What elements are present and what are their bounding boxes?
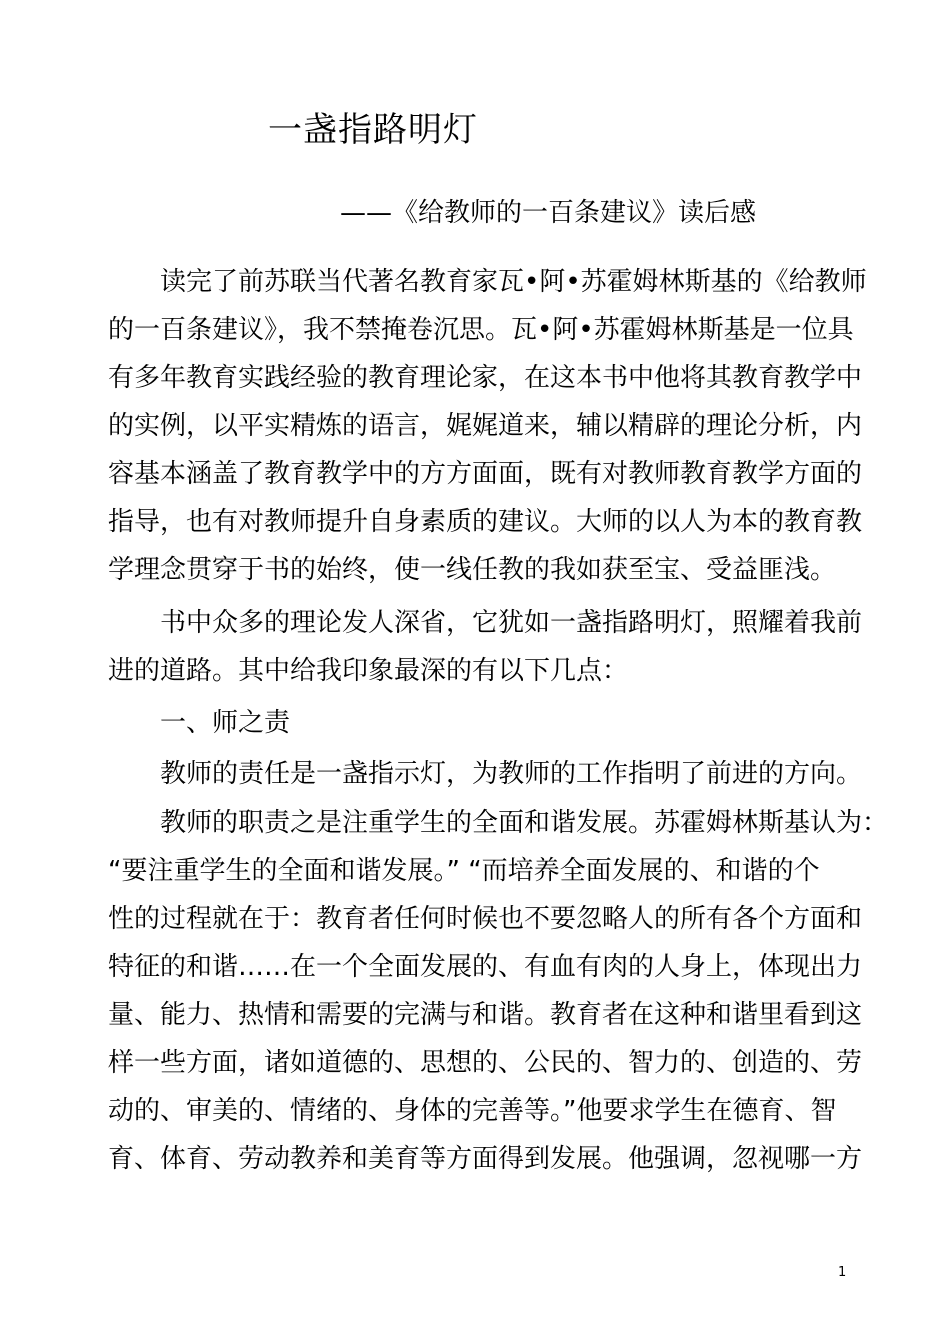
body-line: 容基本涵盖了教育教学中的方方面面，既有对教师教育教学方面的 <box>108 459 863 489</box>
body-line: 特征的和谐……在一个全面发展的、有血有肉的人身上，体现出力 <box>108 952 863 982</box>
body-line: 样一些方面，诸如道德的、思想的、公民的、智力的、创造的、劳 <box>108 1048 863 1078</box>
section-heading: 一、师之责 <box>108 708 291 738</box>
body-line: 性的过程就在于：教育者任何时候也不要忽略人的所有各个方面和 <box>108 904 863 934</box>
body-line: 教师的责任是一盏指示灯，为教师的工作指明了前进的方向。 <box>108 759 863 789</box>
body-line: 有多年教育实践经验的教育理论家，在这本书中他将其教育教学中 <box>108 363 863 393</box>
body-line: 进的道路。其中给我印象最深的有以下几点： <box>108 656 629 686</box>
document-title: 一盏指路明灯 <box>268 110 478 150</box>
body-line: 指导，也有对教师提升自身素质的建议。大师的以人为本的教育教 <box>108 507 863 537</box>
body-line: 的一百条建议》，我不禁掩卷沉思。瓦•阿•苏霍姆林斯基是一位具 <box>108 315 854 345</box>
body-line: 的实例，以平实精炼的语言，娓娓道来，辅以精辟的理论分析，内 <box>108 411 863 441</box>
page-number: 1 <box>838 1265 847 1280</box>
body-line: 动的、审美的、情绪的、身体的完善等。”他要求学生在德育、智 <box>108 1096 837 1126</box>
body-line: 书中众多的理论发人深省，它犹如一盏指路明灯，照耀着我前 <box>108 608 863 638</box>
body-line: 教师的职责之是注重学生的全面和谐发展。苏霍姆林斯基认为： <box>108 808 889 838</box>
body-line: 读完了前苏联当代著名教育家瓦•阿•苏霍姆林斯基的《给教师 <box>108 267 867 297</box>
body-line: 育、体育、劳动教养和美育等方面得到发展。他强调，忽视哪一方 <box>108 1144 863 1174</box>
body-line: “要注重学生的全面和谐发展。” “而培养全面发展的、和谐的个 <box>108 856 820 886</box>
body-line: 量、能力、热情和需要的完满与和谐。教育者在这种和谐里看到这 <box>108 1000 863 1030</box>
document-subtitle: ——《给教师的一百条建议》读后感 <box>340 198 757 228</box>
body-line: 学理念贯穿于书的始终，使一线任教的我如获至宝、受益匪浅。 <box>108 555 837 585</box>
